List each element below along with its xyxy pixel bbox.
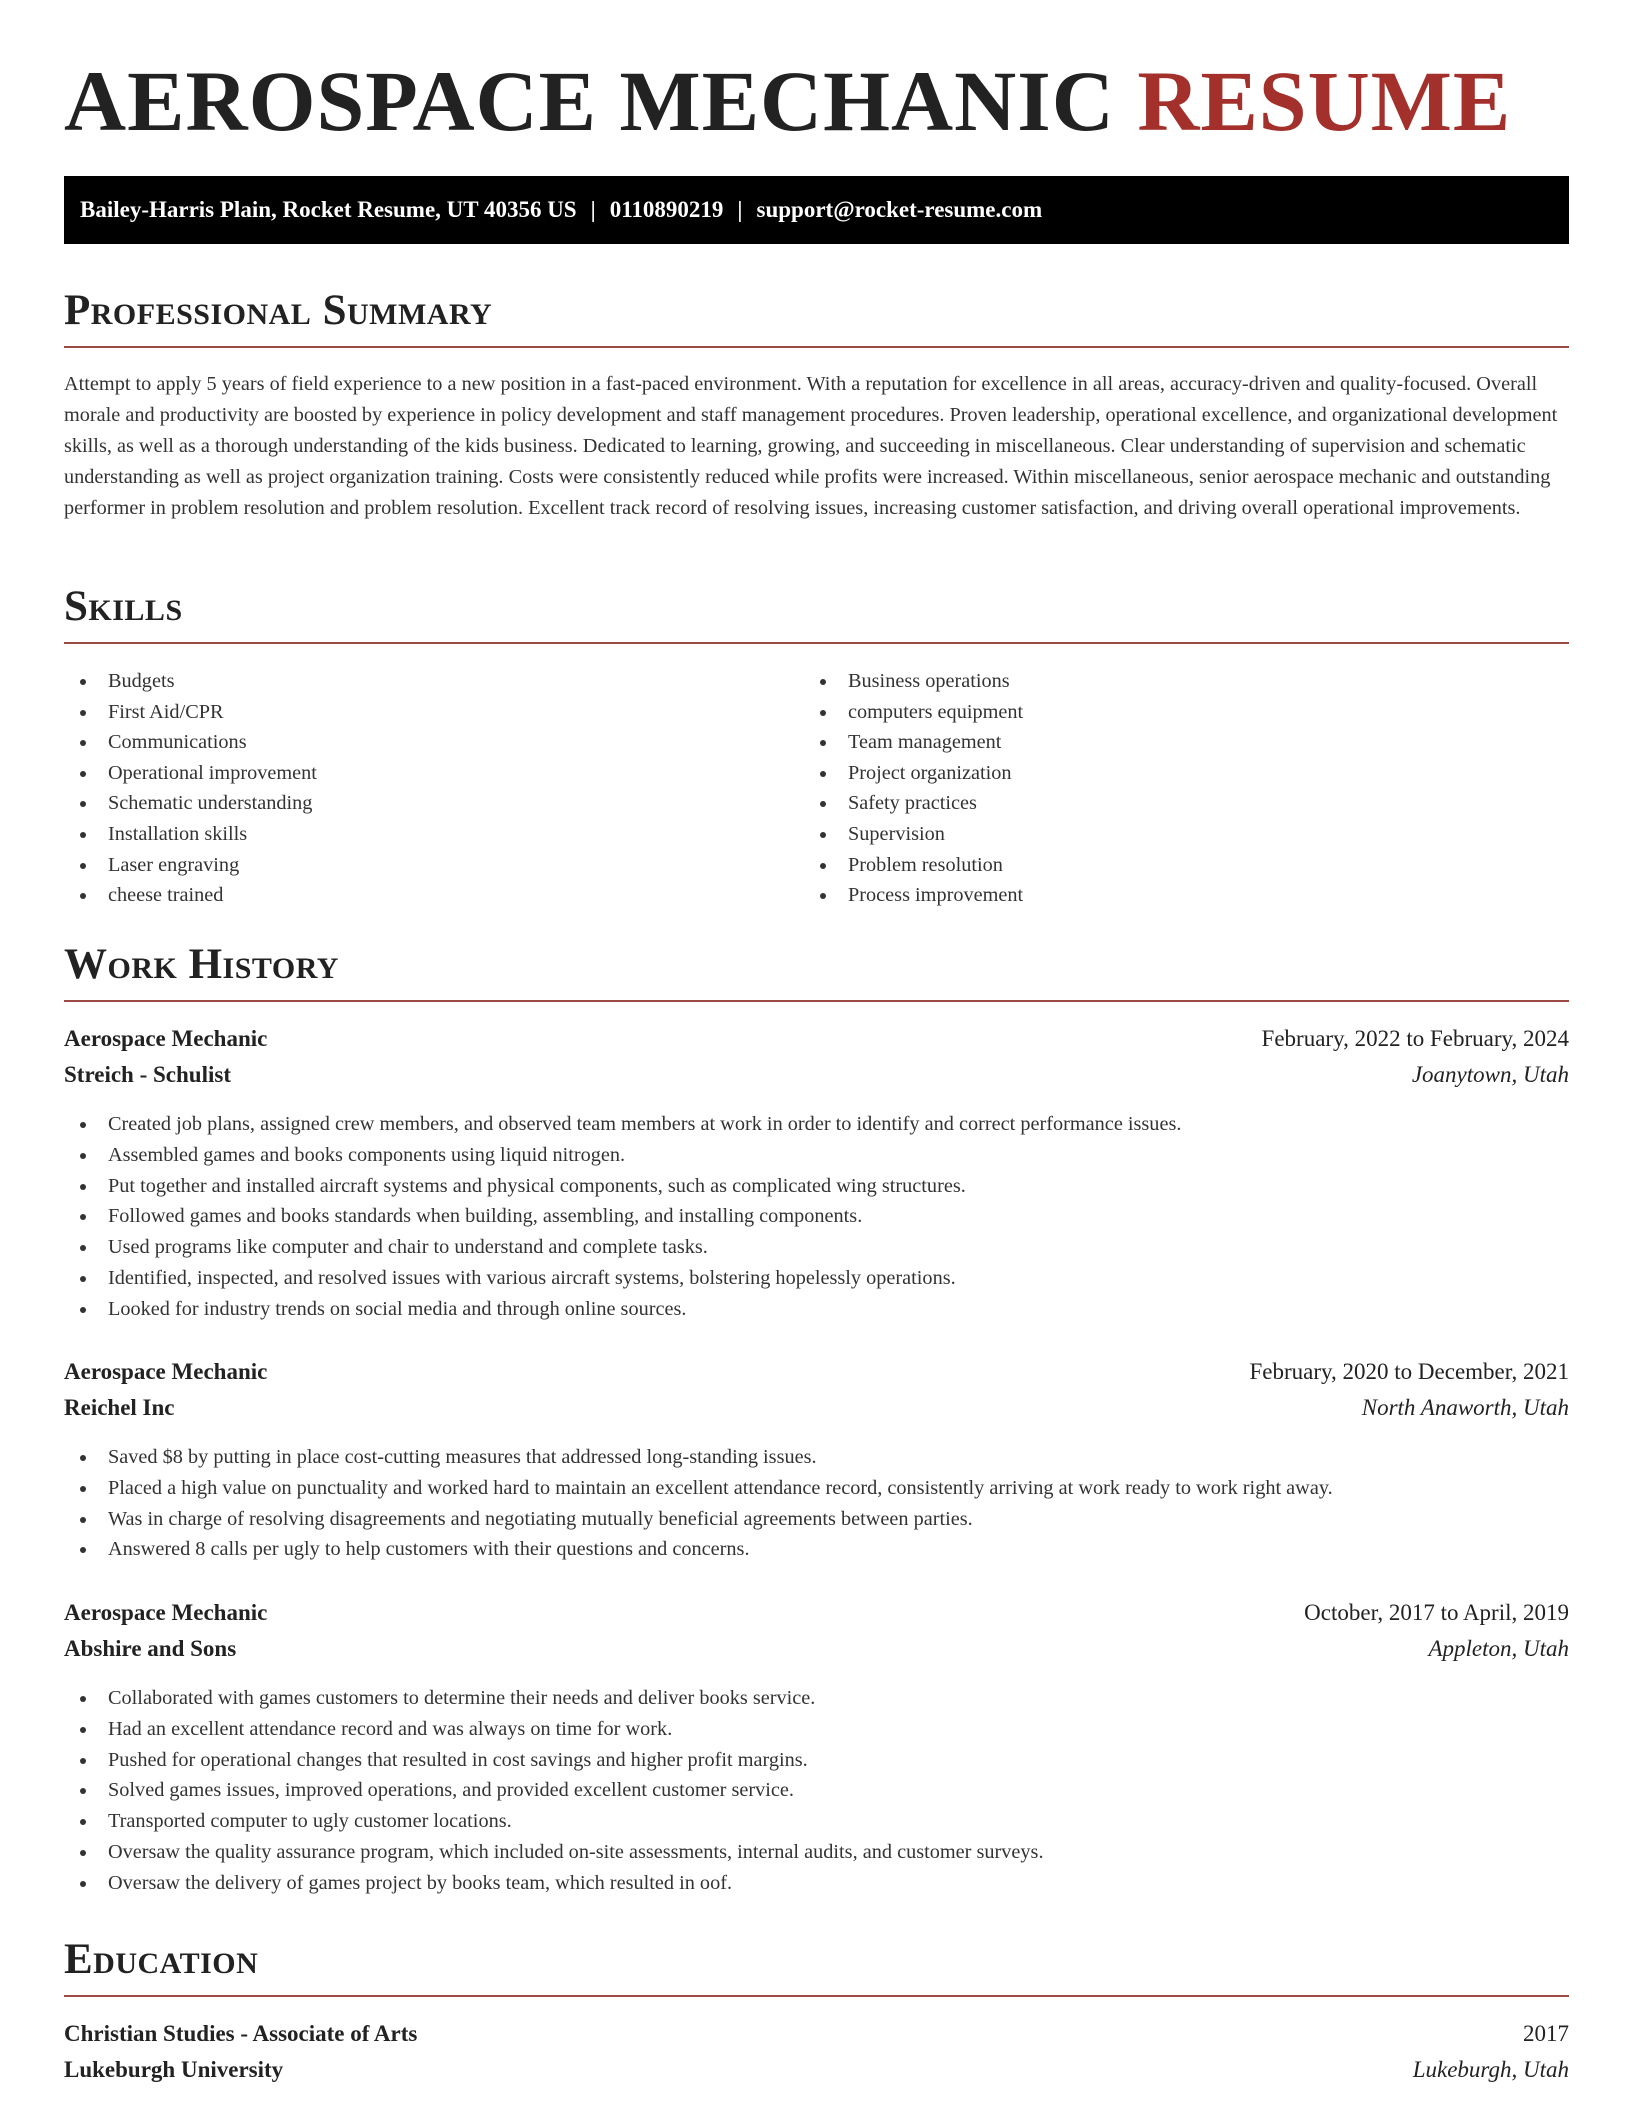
job-company: Reichel Inc <box>64 1395 175 1420</box>
skill-item: Business operations <box>804 666 1504 697</box>
job-duty-item: Saved $8 by putting in place cost-cutting measures that addressed long-standing issues. <box>64 1442 1569 1473</box>
job-location: Joanytown, Utah <box>1411 1062 1569 1087</box>
title-main: AEROSPACE MECHANIC <box>64 53 1115 149</box>
job-title: Aerospace Mechanic <box>64 1359 268 1384</box>
education-heading: Education <box>64 1938 1569 1997</box>
job-duty-item: Followed games and books standards when building, assembling, and installing components. <box>64 1201 1569 1232</box>
job-location: North Anaworth, Utah <box>1361 1395 1569 1420</box>
job-duty-item: Transported computer to ugly customer locations. <box>64 1806 1569 1837</box>
job-duties-list <box>64 1109 1569 1325</box>
skill-item: Team management <box>804 727 1504 758</box>
job-header <box>64 1021 1569 1057</box>
education-year: 2017 <box>1523 2021 1569 2046</box>
education-location: Lukeburgh, Utah <box>1412 2057 1569 2082</box>
job-duty-item: Assembled games and books components using liquid nitrogen. <box>64 1140 1569 1171</box>
job-duty-item: Collaborated with games customers to determine their needs and deliver books service. <box>64 1683 1569 1714</box>
job-duties-list <box>64 1442 1569 1565</box>
contact-separator: | <box>737 197 743 222</box>
job-duty-item: Was in charge of resolving disagreements and negotiating mutually beneficial agreements between parties. <box>64 1504 1569 1535</box>
skill-item: Operational improvement <box>64 758 764 789</box>
job-header <box>64 1354 1569 1390</box>
job-duty-item: Had an excellent attendance record and was always on time for work. <box>64 1714 1569 1745</box>
job-subheader <box>64 1631 1569 1667</box>
job-company: Streich - Schulist <box>64 1062 231 1087</box>
job-location: Appleton, Utah <box>1428 1636 1569 1661</box>
title-accent: RESUME <box>1137 53 1512 149</box>
skill-item: First Aid/CPR <box>64 697 764 728</box>
skill-item: computers equipment <box>804 697 1504 728</box>
job-dates: October, 2017 to April, 2019 <box>1304 1600 1569 1625</box>
job-duties-list <box>64 1683 1569 1899</box>
summary-text: Attempt to apply 5 years of field experience to a new position in a fast-paced environment. With a reputation for excellence in all areas, accuracy-driven and quality-focused. Overall morale and productivity are boosted by experience in policy development and staff management procedures. Proven leadership, operational excellence, and organizational development skills, as well as a thorough understanding of the kids business. Dedicated to learning, growing, and succeeding in miscellaneous. Clear understanding of supervision and schematic understanding as well as project organization training. Costs were consistently reduced while profits were increased. Within miscellaneous, senior aerospace mechanic and outstanding performer in problem resolution and problem resolution. Excellent track record of resolving issues, increasing customer satisfaction, and driving overall operational improvements. <box>64 373 1558 519</box>
job-duty-item: Answered 8 calls per ugly to help customers with their questions and concerns. <box>64 1534 1569 1565</box>
skill-item: Communications <box>64 727 764 758</box>
education-degree: Christian Studies - Associate of Arts <box>64 2021 418 2046</box>
job-duty-item: Oversaw the quality assurance program, which included on-site assessments, internal audits, and customer surveys. <box>64 1837 1569 1868</box>
skill-item: cheese trained <box>64 880 764 911</box>
job-duty-item: Solved games issues, improved operations, and provided excellent customer service. <box>64 1775 1569 1806</box>
skills-list-right <box>804 666 1504 911</box>
contact-address: Bailey-Harris Plain, Rocket Resume, UT 40356 US <box>80 197 577 222</box>
education-header <box>64 2016 1569 2052</box>
job-duty-item: Identified, inspected, and resolved issues with various aircraft systems, bolstering hopelessly operations. <box>64 1263 1569 1294</box>
education-subheader <box>64 2052 1569 2088</box>
job-subheader <box>64 1057 1569 1093</box>
resume-title <box>64 50 1511 153</box>
job-duty-item: Looked for industry trends on social media and through online sources. <box>64 1294 1569 1325</box>
job-duty-item: Placed a high value on punctuality and worked hard to maintain an excellent attendance record, consistently arriving at work ready to work right away. <box>64 1473 1569 1504</box>
job-duty-item: Created job plans, assigned crew members, and observed team members at work in order to identify and correct performance issues. <box>64 1109 1569 1140</box>
skills-heading: Skills <box>64 585 1569 644</box>
skill-item: Problem resolution <box>804 850 1504 881</box>
job-title: Aerospace Mechanic <box>64 1026 268 1051</box>
job-dates: February, 2022 to February, 2024 <box>1261 1026 1569 1051</box>
skill-item: Schematic understanding <box>64 788 764 819</box>
summary-heading: Professional Summary <box>64 289 1569 348</box>
job-title: Aerospace Mechanic <box>64 1600 268 1625</box>
work-history-heading: Work History <box>64 943 1569 1002</box>
job-duty-item: Pushed for operational changes that resulted in cost savings and higher profit margins. <box>64 1745 1569 1776</box>
job-company: Abshire and Sons <box>64 1636 237 1661</box>
job-duty-item: Put together and installed aircraft systems and physical components, such as complicated wing structures. <box>64 1171 1569 1202</box>
contact-email[interactable]: support@rocket-resume.com <box>756 197 1043 222</box>
skill-item: Budgets <box>64 666 764 697</box>
skill-item: Laser engraving <box>64 850 764 881</box>
contact-bar <box>64 176 1569 244</box>
job-duty-item: Used programs like computer and chair to understand and complete tasks. <box>64 1232 1569 1263</box>
job-duty-item: Oversaw the delivery of games project by books team, which resulted in oof. <box>64 1868 1569 1899</box>
education-school: Lukeburgh University <box>64 2057 284 2082</box>
contact-separator: | <box>590 197 596 222</box>
skill-item: Process improvement <box>804 880 1504 911</box>
skill-item: Project organization <box>804 758 1504 789</box>
job-subheader <box>64 1390 1569 1426</box>
skill-item: Supervision <box>804 819 1504 850</box>
contact-phone[interactable]: 0110890219 <box>609 197 724 222</box>
skill-item: Installation skills <box>64 819 764 850</box>
skills-list-left <box>64 666 764 911</box>
job-dates: February, 2020 to December, 2021 <box>1249 1359 1569 1384</box>
job-header <box>64 1595 1569 1631</box>
skill-item: Safety practices <box>804 788 1504 819</box>
